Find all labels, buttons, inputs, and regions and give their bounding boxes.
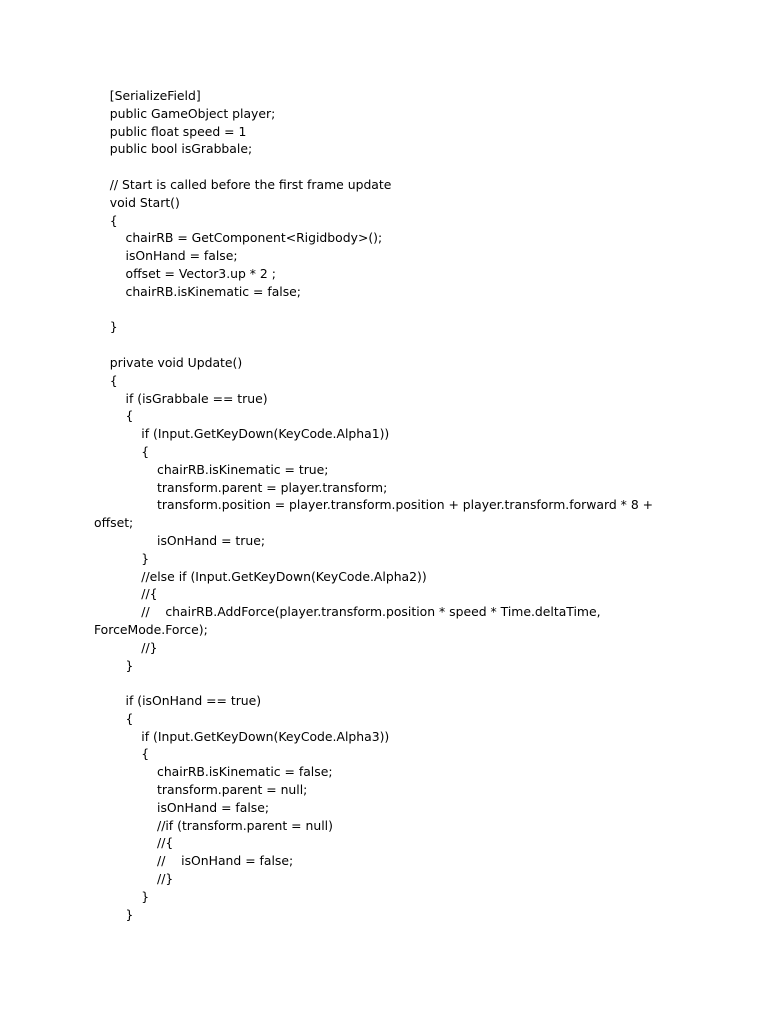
code-line: //else if (Input.GetKeyDown(KeyCode.Alpha2)) xyxy=(94,568,427,584)
code-line: public GameObject player; xyxy=(94,105,276,121)
code-line: if (Input.GetKeyDown(KeyCode.Alpha1)) xyxy=(94,426,390,442)
code-line: { xyxy=(94,710,134,726)
code-line: if (isOnHand == true) xyxy=(94,693,262,709)
code-line: // Start is called before the first frame update xyxy=(94,176,392,192)
code-line: { xyxy=(94,408,134,424)
code-line xyxy=(94,158,714,176)
code-line xyxy=(94,674,714,692)
code-line: ForceMode.Force); xyxy=(94,621,208,637)
code-line: { xyxy=(94,212,118,228)
code-line: // isOnHand = false; xyxy=(94,853,294,869)
code-line: { xyxy=(94,443,150,459)
code-line: chairRB.isKinematic = false; xyxy=(94,283,301,299)
code-line: { xyxy=(94,746,150,762)
code-line: //if (transform.parent = null) xyxy=(94,817,333,833)
code-line: offset; xyxy=(94,515,134,531)
code-line: [SerializeField] xyxy=(94,88,201,103)
code-block xyxy=(94,87,714,923)
code-line: isOnHand = false; xyxy=(94,799,270,815)
code-line: //{ xyxy=(94,835,174,851)
code-line: } xyxy=(94,319,118,335)
code-line: private void Update() xyxy=(94,354,243,370)
code-line: { xyxy=(94,372,118,388)
code-line: } xyxy=(94,906,134,922)
code-line: transform.parent = null; xyxy=(94,782,308,798)
code-line: //} xyxy=(94,639,158,655)
code-line: chairRB.isKinematic = true; xyxy=(94,461,329,477)
code-line: if (isGrabbale == true) xyxy=(94,390,268,406)
code-line: if (Input.GetKeyDown(KeyCode.Alpha3)) xyxy=(94,728,390,744)
code-line xyxy=(94,301,714,319)
code-line: public bool isGrabbale; xyxy=(94,141,253,157)
code-line: } xyxy=(94,657,134,673)
code-line: transform.parent = player.transform; xyxy=(94,479,388,495)
code-line: isOnHand = false; xyxy=(94,248,238,264)
code-line: chairRB.isKinematic = false; xyxy=(94,764,333,780)
code-line xyxy=(94,336,714,354)
code-line: } xyxy=(94,888,150,904)
code-line: isOnHand = true; xyxy=(94,532,266,548)
code-line: //} xyxy=(94,871,174,887)
code-line: transform.position = player.transform.position + player.transform.forward * 8 + xyxy=(94,497,654,513)
code-line: } xyxy=(94,550,150,566)
code-line: // chairRB.AddForce(player.transform.position * speed * Time.deltaTime, xyxy=(94,604,601,620)
code-line: void Start() xyxy=(94,194,180,210)
code-line: //{ xyxy=(94,586,158,602)
code-line: chairRB = GetComponent<Rigidbody>(); xyxy=(94,230,383,246)
code-line: offset = Vector3.up * 2 ; xyxy=(94,265,276,281)
code-line: public float speed = 1 xyxy=(94,123,247,139)
